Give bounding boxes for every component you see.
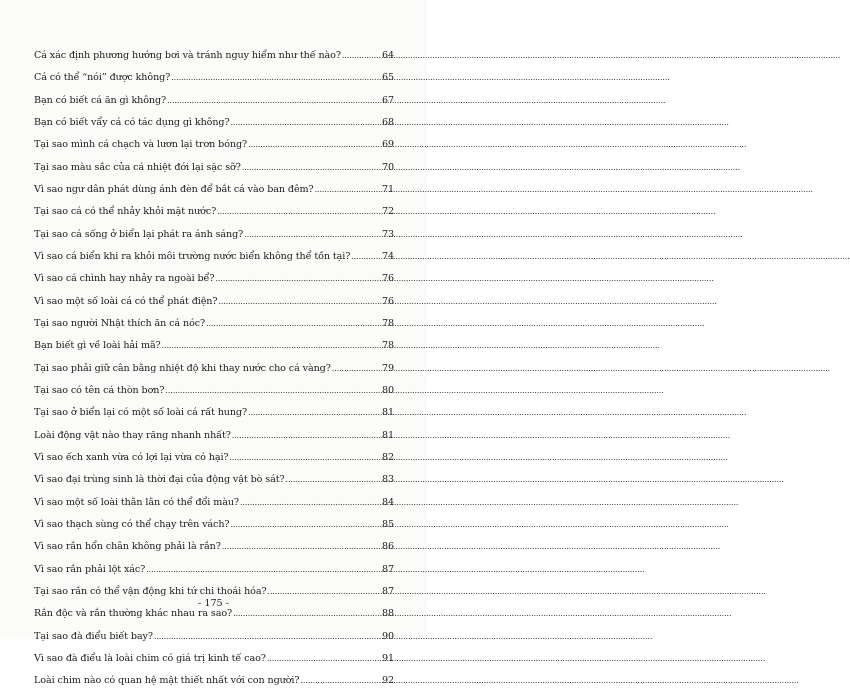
toc-entry-title: Vì sao thạch sùng có thể chạy trên vách? <box>34 518 230 530</box>
toc-leader-dots <box>162 341 379 350</box>
toc-leader-dots <box>286 475 380 484</box>
toc-entry-title: Tại sao ở biển lại có một số loài cá rất hung? <box>34 407 248 419</box>
toc-entry <box>34 206 394 228</box>
toc-leader-dots <box>232 431 379 440</box>
toc-leader-dots <box>218 297 379 306</box>
toc-leader-dots <box>222 542 379 551</box>
toc-entry-page: 88 <box>381 608 394 620</box>
toc-leader-dots <box>229 453 379 462</box>
toc-entry <box>34 273 394 295</box>
toc-entry <box>34 363 394 385</box>
toc-entry-page: 65 <box>381 72 394 84</box>
toc-entry <box>34 296 394 318</box>
toc-leader-dots <box>332 364 379 373</box>
toc-entry-title: Tại sao phải giữ cân bằng nhiệt độ khi thay nước cho cá vàng? <box>34 362 331 374</box>
toc-entry-title: Vì sao rắn phải lột xác? <box>34 563 146 575</box>
toc-entry-title: Tại sao đà điểu biết bay? <box>34 630 153 642</box>
toc-entry-page: 79 <box>381 362 394 374</box>
toc-entry-page: 82 <box>381 451 394 463</box>
toc-entry-page: 91 <box>381 652 394 664</box>
toc-entry-page: 78 <box>381 340 394 352</box>
toc-entry-page: 72 <box>381 206 394 218</box>
toc-leader-dots <box>215 274 379 283</box>
toc-entry-page: 69 <box>381 139 394 151</box>
toc-entry <box>34 162 394 184</box>
toc-leader-dots <box>267 654 379 663</box>
toc-entry <box>34 50 394 72</box>
toc-entry-page: 78 <box>381 317 394 329</box>
toc-leader-dots <box>231 118 379 127</box>
toc-entry-title: Vì sao cá biển khi ra khỏi môi trường nước biển không thể tồn tại? <box>34 250 351 262</box>
toc-entry-title: Vì sao một số loài cá có thể phát điện? <box>34 295 218 307</box>
toc-entry <box>34 229 394 251</box>
toc-entry-page: 74 <box>381 250 394 262</box>
toc-entry-title: Vì sao cá chình hay nhảy ra ngoài bể? <box>34 273 215 285</box>
toc-entry <box>34 407 394 429</box>
toc-entry <box>34 72 394 94</box>
toc-entry-page: 81 <box>381 407 394 419</box>
toc-entry <box>34 318 394 340</box>
toc-entry <box>34 430 394 452</box>
toc-entry-title: Tại sao rắn có thể vận động khi tứ chi thoái hóa? <box>34 585 267 597</box>
toc-leader-dots <box>244 230 379 239</box>
toc-entry-page: 70 <box>381 161 394 173</box>
toc-entry-title: Vì sao rắn hổn chân không phải là rắn? <box>34 541 221 553</box>
toc-leader-dots <box>268 587 379 596</box>
toc-entry-title: Tại sao màu sắc của cá nhiệt đới lại sặc sỡ? <box>34 161 241 173</box>
toc-leader-dots <box>342 51 379 60</box>
toc-entry <box>34 541 394 563</box>
toc-entry-page: 84 <box>381 496 394 508</box>
toc-entry-page: 80 <box>381 384 394 396</box>
toc-entry-title: Loài động vật nào thay răng nhanh nhất? <box>34 429 231 441</box>
toc-entry <box>34 608 394 630</box>
toc-entry-title: Cá có thể “nói” được không? <box>34 72 171 84</box>
toc-entry <box>34 184 394 206</box>
toc-entry <box>34 117 394 139</box>
toc-leader-dots <box>315 185 379 194</box>
toc-entry-page: 81 <box>381 429 394 441</box>
toc-entry-page: 92 <box>381 675 394 687</box>
toc-entry-page: 87 <box>381 585 394 597</box>
toc-entry <box>34 675 394 697</box>
toc-leader-dots <box>217 207 379 216</box>
toc-entry <box>34 564 394 586</box>
toc-leader-dots <box>233 609 379 618</box>
toc-leader-dots <box>167 96 379 105</box>
toc-entry-title: Bạn biết gì về loài hải mã? <box>34 340 161 352</box>
toc-leader-dots <box>171 73 379 82</box>
toc-entry-title: Loài chim nào có quan hệ mật thiết nhất với con người? <box>34 675 300 687</box>
toc-entry-title: Bạn có biết vẩy cá có tác dụng gì không? <box>34 116 230 128</box>
toc-leader-dots <box>206 319 379 328</box>
toc-entry <box>34 385 394 407</box>
toc-entry <box>34 631 394 653</box>
toc-entry-page: 73 <box>381 228 394 240</box>
toc-leader-dots <box>248 408 379 417</box>
page-number: - 175 - <box>198 598 229 609</box>
toc-entry-title: Vì sao đại trùng sinh là thời đại của động vật bò sát? <box>34 474 285 486</box>
toc-entry-page: 87 <box>381 563 394 575</box>
toc-entry-title: Rắn độc và rắn thường khác nhau ra sao? <box>34 608 233 620</box>
toc-entry-title: Vì sao một số loài thằn lằn có thể đổi màu? <box>34 496 239 508</box>
toc-entry <box>34 653 394 675</box>
toc-leader-dots <box>230 520 379 529</box>
toc-entry-page: 76 <box>381 295 394 307</box>
toc-entry-title: Vì sao ếch xanh vừa có lợi lại vừa có hại? <box>34 451 229 463</box>
toc-entry-page: 68 <box>381 116 394 128</box>
toc-entry <box>34 251 394 273</box>
toc-entry-page: 64 <box>381 50 394 61</box>
toc-leader-dots <box>242 163 379 172</box>
toc-entry-page: 67 <box>381 94 394 106</box>
toc-entry <box>34 139 394 161</box>
toc-entry-title: Bạn có biết cá ăn gì không? <box>34 94 167 106</box>
toc-entry-title: Tại sao cá sống ở biển lại phát ra ánh sáng? <box>34 228 244 240</box>
toc-leader-dots <box>146 565 379 574</box>
toc-entry-title: Cá xác định phương hướng bơi và tránh nguy hiểm như thế nào? <box>34 50 341 61</box>
toc-entry-page: 71 <box>381 183 394 195</box>
toc-leader-dots <box>248 140 379 149</box>
book-page <box>0 0 427 687</box>
toc-entry <box>34 497 394 519</box>
toc-leader-dots <box>240 498 379 507</box>
toc-entry-page: 90 <box>381 630 394 642</box>
toc-leader-dots <box>154 632 379 641</box>
toc-entry <box>34 340 394 362</box>
toc-leader-dots <box>165 386 379 395</box>
toc-entry-page: 86 <box>381 541 394 553</box>
toc-entry <box>34 452 394 474</box>
toc-entry-page: 85 <box>381 518 394 530</box>
toc-entry-title: Vì sao ngư dân phát dùng ánh đèn để bắt cá vào ban đêm? <box>34 183 314 195</box>
toc-entry <box>34 519 394 541</box>
toc-entry-title: Tại sao mình cá chạch và lươn lại trơn bóng? <box>34 139 248 151</box>
toc-entry-title: Tại sao có tên cá thòn bơn? <box>34 384 165 396</box>
toc-entry-page: 83 <box>381 474 394 486</box>
toc-entry-page: 76 <box>381 273 394 285</box>
toc-entry-title: Tại sao người Nhật thích ăn cá nóc? <box>34 317 206 329</box>
toc-leader-dots <box>300 676 379 685</box>
toc-entry <box>34 95 394 117</box>
toc-entry <box>34 474 394 496</box>
toc-entry-title: Vì sao đà điểu là loài chim có giá trị kinh tế cao? <box>34 652 266 664</box>
toc-leader-dots <box>351 252 379 261</box>
toc-entry-title: Tại sao cá có thể nhảy khỏi mặt nước? <box>34 206 217 218</box>
